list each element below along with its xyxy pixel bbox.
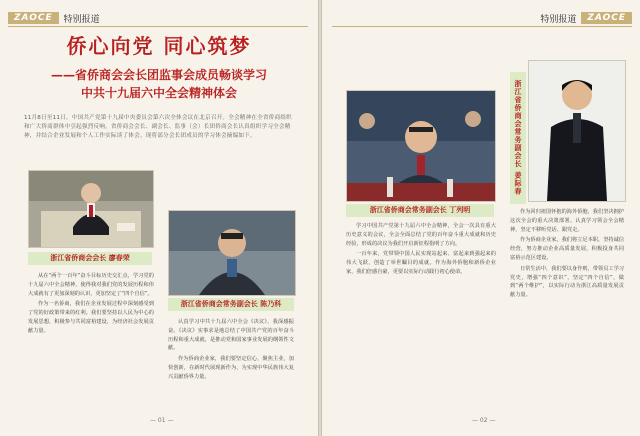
portrait-illustration [347, 91, 495, 201]
liao-photo [28, 170, 154, 248]
caption-ding: 浙江省侨商会常务副会长 丁列明 [346, 204, 494, 217]
brand-tag: ZAOCE [581, 12, 632, 24]
page-number-right: — 02 — [472, 417, 496, 424]
ding-text [346, 222, 496, 412]
portrait-illustration [529, 61, 625, 201]
article-subtitle-1: ——省侨商会会长团监事会成员畅谈学习 [50, 68, 267, 82]
article-title: 侨心向党 同心筑梦 [66, 34, 252, 58]
header-rule [332, 26, 632, 27]
ding-photo [346, 90, 496, 202]
page-number-left: — 01 — [150, 417, 174, 424]
chen-paragraph: 作为侨商企业家，我们要坚定信心，聚焦主业，加快创新，在新时代展现新作为，为实现中华民族伟大复兴贡献侨界力量。 [168, 356, 294, 380]
chen-photo [168, 210, 296, 296]
section-label: 特别报道 [540, 14, 577, 25]
brand-tag: ZAOCE [8, 12, 59, 24]
chen-text [168, 318, 294, 414]
jiang-paragraph: 作为回归祖国怀抱的海外侨胞，我们坚决拥护这次全会的重大决策部署。认真学习领会全会精神，坚定不移听党话、跟党走。 [510, 209, 624, 233]
liao-text [28, 272, 154, 412]
intro-paragraph: 11月8日至11日，中国共产党第十九届中央委员会第六次全体会议在北京召开。全会精神在全省侨商组织和广大侨商群体中引起强烈反响。省侨商会会长、副会长、监事（会）长团侨商会长认真组织学习全会精神，并结合企业发展和个人工作实际谈了体会。现将部分会长团成员的学习体会摘编如下。 [24, 115, 292, 139]
left-header [8, 10, 100, 26]
caption-jiang: 浙江省侨商会常务副会长 姜际春 [510, 72, 526, 204]
ding-paragraph: 一百年来，党带领中国人民实现站起来、富起来到强起来的伟大飞跃，创造了举世瞩目的成就。作为海外侨胞和新侨企业家，我们倍感自豪，更要以实际行动践行初心使命。 [346, 251, 496, 275]
ding-paragraph: 学习中国共产党第十九届六中全会精神，全会一次具有重大历史意义的会议，全会全面总结了党的百年奋斗重大成就和历史经验，形成的决议为我们开启新征程指明了方向。 [346, 223, 496, 247]
chen-paragraph: 认真学习中共十九届六中全会《决议》，我深感振奋。《决议》实事求是地总结了中国共产党的百年奋斗历程和重大成就，是推动党和国家事业发展的纲领性文献。 [168, 319, 294, 352]
jiang-text [510, 208, 624, 412]
right-header [540, 10, 632, 26]
liao-paragraph: 从在“两个一百年”奋斗目标历史交汇点，学习党的十九届六中全会精神，使得我对我们党的发展历程和伟大成就有了更加深刻的认识，更加坚定了“四个自信”。 [28, 273, 154, 297]
caption-chen: 浙江省侨商会常务副会长 陈乃科 [168, 298, 294, 311]
caption-liao: 浙江省侨商会会长 廖春荣 [28, 252, 152, 265]
section-label: 特别报道 [63, 14, 100, 25]
portrait-illustration [29, 171, 153, 247]
right-page [322, 0, 640, 436]
header-rule [8, 26, 308, 27]
jiang-paragraph: 日常生活中，我们要以身作则，带领员工学习党史，增强“四个意识”，坚定“四个自信”，做到“两个维护”，以实际行动为浙江高质量发展贡献力量。 [510, 265, 624, 299]
liao-paragraph: 作为一名侨商，我们在企业发展过程中深刻感受到了党的好政策带来的红利。我们要坚持以人民为中心的发展思想，积极参与共同富裕建设，为经济社会发展贡献力量。 [28, 301, 154, 334]
jiang-paragraph: 作为侨商企业家，我们将立足本职，坚持诚信经营，努力推动企业高质量发展，积极投身共同富裕示范区建设。 [510, 237, 624, 261]
jiang-photo [528, 60, 626, 202]
portrait-illustration [169, 211, 295, 295]
left-page [0, 0, 318, 436]
article-subtitle-2: 中共十九届六中全会精神体会 [80, 86, 237, 100]
